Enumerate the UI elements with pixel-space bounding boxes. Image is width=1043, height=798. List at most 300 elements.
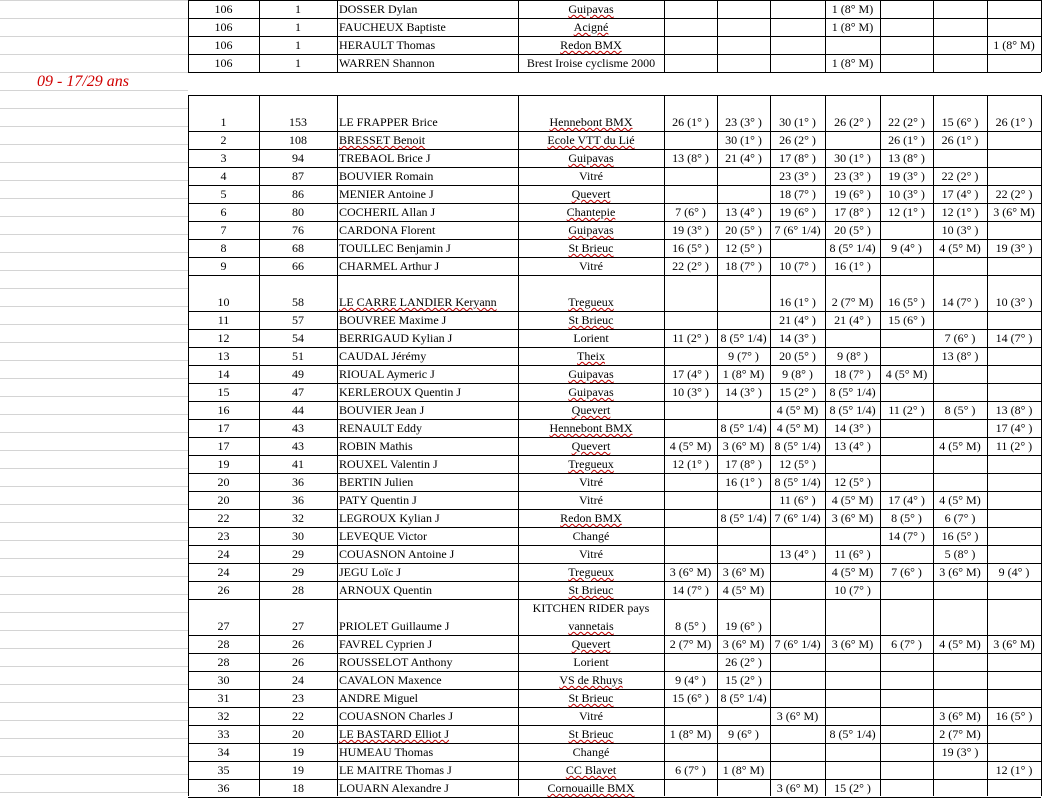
round-result-cell: 4 (5° M): [939, 637, 981, 651]
round-result-cell: 16 (5° ): [888, 295, 925, 309]
club-cell: St Brieuc: [568, 727, 614, 741]
club-cell: Quevert: [571, 403, 611, 417]
points-cell: 58: [292, 295, 304, 309]
club-cell: Vitré: [579, 259, 603, 273]
rank-cell: 1: [220, 115, 227, 129]
grid-line: [770, 95, 771, 796]
points-cell: 23: [292, 691, 304, 705]
round-result-cell: 15 (6° ): [672, 691, 709, 705]
round-result-cell: 8 (5° 1/4): [720, 691, 767, 705]
rider-name-cell: FAUCHEUX Baptiste: [339, 20, 446, 34]
rider-name-cell: JEGU Loïc J: [339, 565, 401, 579]
points-cell: 1: [295, 38, 301, 52]
round-result-cell: 4 (5° M): [831, 565, 874, 579]
round-result-cell: 3 (6° M): [669, 565, 712, 579]
rider-name-cell: DOSSER Dylan: [339, 2, 418, 16]
round-result-cell: 19 (6° ): [779, 205, 816, 219]
rank-cell: 12: [217, 331, 230, 345]
rider-name-cell: ROBIN Mathis: [339, 439, 413, 453]
rank-cell: 20: [217, 475, 230, 489]
grid-line: [0, 558, 188, 559]
round-result-cell: 16 (5° ): [672, 241, 709, 255]
grid-line: [0, 792, 188, 793]
club-cell: VS de Rhuys: [559, 673, 623, 687]
grid-line: [0, 54, 188, 55]
round-result-cell: 17 (8° ): [834, 205, 871, 219]
round-result-cell: 16 (5° ): [941, 529, 979, 543]
points-cell: 66: [292, 259, 304, 273]
rider-name-cell: HERAULT Thomas: [339, 38, 436, 52]
round-result-cell: 3 (6° M): [939, 565, 981, 579]
round-result-cell: 7 (6° 1/4): [774, 511, 821, 525]
rider-name-cell: RENAULT Eddy: [339, 421, 423, 435]
round-result-cell: 15 (2° ): [725, 673, 762, 687]
rider-name-cell: BOUVIER Jean J: [339, 403, 425, 417]
round-result-cell: 26 (2° ): [779, 133, 816, 147]
points-cell: 19: [292, 745, 304, 759]
round-result-cell: 8 (5° 1/4): [774, 475, 821, 489]
grid-line: [337, 95, 338, 796]
grid-line: [0, 342, 188, 343]
round-result-cell: 19 (3° ): [672, 223, 709, 237]
club-cell: St Brieuc: [568, 583, 614, 597]
round-result-cell: 26 (1° ): [941, 133, 979, 147]
rider-name-cell: CARDONA Florent: [339, 223, 436, 237]
round-result-cell: 10 (3° ): [995, 295, 1033, 309]
round-result-cell: 17 (4° ): [672, 367, 709, 381]
round-result-cell: 19 (3° ): [995, 241, 1033, 255]
points-cell: 36: [292, 493, 304, 507]
rider-name-cell: TREBAOL Brice J: [339, 151, 431, 165]
points-cell: 29: [292, 565, 304, 579]
round-result-cell: 8 (5° 1/4): [829, 727, 876, 741]
round-result-cell: 15 (2° ): [779, 385, 816, 399]
rank-cell: 17: [217, 439, 230, 453]
grid-line: [0, 198, 188, 199]
round-result-cell: 3 (6° M): [993, 205, 1035, 219]
round-result-cell: 12 (1° ): [888, 205, 925, 219]
points-cell: 80: [292, 205, 304, 219]
rider-name-cell: TOULLEC Benjamin J: [339, 241, 451, 255]
club-cell: Guipavas: [568, 385, 614, 399]
round-result-cell: 17 (4° ): [995, 421, 1033, 435]
rider-name-cell: ROUXEL Valentin J: [339, 457, 438, 471]
grid-line: [0, 378, 188, 379]
round-result-cell: 23 (3° ): [725, 115, 762, 129]
points-cell: 20: [292, 727, 304, 741]
round-result-cell: 14 (3° ): [834, 421, 871, 435]
round-result-cell: 15 (6° ): [888, 313, 925, 327]
round-result-cell: 13 (8° ): [888, 151, 925, 165]
grid-line: [0, 144, 188, 145]
round-result-cell: 4 (5° M): [669, 439, 712, 453]
grid-line: [0, 180, 188, 181]
rank-cell: 7: [220, 223, 227, 237]
rank-cell: 14: [217, 367, 230, 381]
rank-cell: 27: [217, 619, 230, 633]
rider-name-cell: FAVREL Cyprien J: [339, 637, 433, 651]
grid-line: [0, 504, 188, 505]
round-result-cell: 1 (8° M): [831, 20, 874, 34]
rank-cell: 106: [214, 2, 233, 16]
round-result-cell: 3 (6° M): [776, 709, 819, 723]
club-cell: Tregueux: [568, 565, 614, 579]
round-result-cell: 10 (7° ): [834, 583, 871, 597]
rider-name-cell: KERLEROUX Quentin J: [339, 385, 461, 399]
round-result-cell: 18 (7° ): [725, 259, 762, 273]
round-result-cell: 8 (5° 1/4): [829, 403, 876, 417]
round-result-cell: 7 (6° 1/4): [774, 637, 821, 651]
grid-line: [0, 738, 188, 739]
grid-line: [0, 90, 188, 91]
round-result-cell: 4 (5° M): [776, 421, 819, 435]
round-result-cell: 11 (6° ): [779, 493, 816, 507]
round-result-cell: 19 (6° ): [725, 619, 762, 633]
round-result-cell: 18 (7° ): [779, 187, 816, 201]
round-result-cell: 13 (4° ): [725, 205, 762, 219]
round-result-cell: 14 (7° ): [995, 331, 1033, 345]
round-result-cell: 12 (1° ): [941, 205, 979, 219]
rank-cell: 28: [217, 655, 230, 669]
grid-line: [0, 126, 188, 127]
rider-name-cell: HUMEAU Thomas: [339, 745, 434, 759]
points-cell: 94: [292, 151, 304, 165]
rank-cell: 5: [220, 187, 227, 201]
rank-cell: 31: [217, 691, 230, 705]
round-result-cell: 8 (5° 1/4): [720, 331, 767, 345]
round-result-cell: 8 (5° ): [944, 403, 976, 417]
points-cell: 51: [292, 349, 304, 363]
round-result-cell: 3 (6° M): [993, 637, 1035, 651]
round-result-cell: 26 (1° ): [672, 115, 709, 129]
rider-name-cell: RIOUAL Aymeric J: [339, 367, 435, 381]
rank-cell: 35: [217, 763, 230, 777]
round-result-cell: 1 (8° M): [722, 763, 765, 777]
round-result-cell: 21 (4° ): [834, 313, 871, 327]
round-result-cell: 30 (1° ): [779, 115, 816, 129]
round-result-cell: 9 (7° ): [728, 349, 759, 363]
club-cell: Guipavas: [568, 151, 614, 165]
rider-name-cell: LEVEQUE Victor: [339, 529, 428, 543]
round-result-cell: 2 (7° M): [669, 637, 712, 651]
round-result-cell: 17 (8° ): [725, 457, 762, 471]
round-result-cell: 10 (3° ): [672, 385, 709, 399]
round-result-cell: 21 (4° ): [779, 313, 816, 327]
club-cell: Tregueux: [568, 295, 614, 309]
grid-line: [1041, 0, 1042, 72]
grid-line: [0, 612, 188, 613]
points-cell: 1: [295, 56, 301, 70]
grid-line: [0, 234, 188, 235]
rank-cell: 19: [217, 457, 230, 471]
round-result-cell: 17 (4° ): [941, 187, 979, 201]
rank-cell: 36: [217, 781, 230, 795]
grid-line: [0, 756, 188, 757]
grid-line: [0, 486, 188, 487]
round-result-cell: 7 (6° ): [675, 205, 706, 219]
round-result-cell: 2 (7° M): [831, 295, 874, 309]
round-result-cell: 16 (5° ): [995, 709, 1033, 723]
points-cell: 36: [292, 475, 304, 489]
round-result-cell: 20 (5° ): [725, 223, 762, 237]
grid-line: [0, 576, 188, 577]
club-cell: Guipavas: [568, 2, 614, 16]
round-result-cell: 20 (5° ): [834, 223, 871, 237]
rank-cell: 17: [217, 421, 230, 435]
round-result-cell: 11 (2° ): [995, 439, 1033, 453]
rank-cell: 11: [217, 313, 230, 327]
round-result-cell: 12 (5° ): [725, 241, 762, 255]
points-cell: 30: [292, 529, 304, 543]
round-result-cell: 15 (2° ): [834, 781, 871, 795]
grid-line: [0, 36, 188, 37]
club-cell: St Brieuc: [568, 313, 614, 327]
rider-name-cell: WARREN Shannon: [339, 56, 435, 70]
points-cell: 153: [289, 115, 307, 129]
grid-line: [0, 288, 188, 289]
rank-cell: 8: [220, 241, 227, 255]
rider-name-cell: LE MAITRE Thomas J: [339, 763, 452, 777]
round-result-cell: 1 (8° M): [831, 2, 874, 16]
club-cell: Quevert: [571, 439, 611, 453]
club-cell: Ecole VTT du Lié: [547, 133, 635, 147]
grid-line: [933, 95, 934, 796]
round-result-cell: 10 (3° ): [888, 187, 925, 201]
round-result-cell: 8 (5° ): [891, 511, 922, 525]
points-cell: 44: [292, 403, 304, 417]
rank-cell: 32: [217, 709, 230, 723]
grid-line: [0, 450, 188, 451]
points-cell: 76: [292, 223, 304, 237]
club-cell: Vitré: [579, 709, 603, 723]
grid-line: [0, 0, 188, 1]
round-result-cell: 9 (4° ): [891, 241, 922, 255]
round-result-cell: 9 (4° ): [998, 565, 1030, 579]
points-cell: 108: [289, 133, 307, 147]
grid-line: [987, 95, 988, 796]
rider-name-cell: COUASNON Antoine J: [339, 547, 455, 561]
points-cell: 49: [292, 367, 304, 381]
round-result-cell: 19 (3° ): [941, 745, 979, 759]
grid-line: [0, 648, 188, 649]
club-cell: Theix: [577, 349, 605, 363]
grid-line: [0, 414, 188, 415]
grid-line: [717, 95, 718, 796]
rank-cell: 106: [214, 56, 233, 70]
round-result-cell: 19 (6° ): [834, 187, 871, 201]
round-result-cell: 14 (3° ): [725, 385, 762, 399]
round-result-cell: 12 (5° ): [834, 475, 871, 489]
rider-name-cell: PRIOLET Guillaume J: [339, 619, 450, 633]
round-result-cell: 3 (6° M): [831, 637, 874, 651]
grid-line: [0, 594, 188, 595]
round-result-cell: 4 (5° M): [939, 439, 981, 453]
points-cell: 1: [295, 2, 301, 16]
grid-line: [0, 216, 188, 217]
round-result-cell: 16 (1° ): [834, 259, 871, 273]
round-result-cell: 2 (7° M): [939, 727, 981, 741]
round-result-cell: 13 (8° ): [672, 151, 709, 165]
round-result-cell: 14 (7° ): [672, 583, 709, 597]
round-result-cell: 3 (6° M): [722, 637, 765, 651]
round-result-cell: 7 (6° ): [944, 331, 976, 345]
club-cell: Cornouaille BMX: [547, 781, 635, 795]
grid-line: [0, 702, 188, 703]
round-result-cell: 6 (7° ): [675, 763, 706, 777]
round-result-cell: 23 (3° ): [834, 169, 871, 183]
rider-name-cell: CAVALON Maxence: [339, 673, 442, 687]
round-result-cell: 8 (5° 1/4): [720, 421, 767, 435]
club-cell: Guipavas: [568, 223, 614, 237]
rider-name-cell: LE BASTARD Elliot J: [339, 727, 450, 741]
grid-line: [0, 396, 188, 397]
round-result-cell: 8 (5° 1/4): [829, 385, 876, 399]
round-result-cell: 12 (5° ): [779, 457, 816, 471]
round-result-cell: 21 (4° ): [725, 151, 762, 165]
club-cell: Changé: [572, 529, 610, 543]
rank-cell: 28: [217, 637, 230, 651]
rank-cell: 24: [217, 565, 230, 579]
points-cell: 43: [292, 439, 304, 453]
rank-cell: 10: [217, 295, 230, 309]
round-result-cell: 16 (1° ): [779, 295, 816, 309]
club-cell: Lorient: [573, 331, 609, 345]
grid-line: [188, 36, 1041, 37]
rider-name-cell: ARNOUX Quentin: [339, 583, 432, 597]
round-result-cell: 4 (5° M): [885, 367, 928, 381]
club-cell: CC Blavet: [565, 763, 617, 777]
round-result-cell: 17 (8° ): [779, 151, 816, 165]
rider-name-cell: BRESSET Benoit: [339, 133, 426, 147]
round-result-cell: 11 (6° ): [834, 547, 871, 561]
grid-line: [0, 270, 188, 271]
round-result-cell: 3 (6° M): [831, 511, 874, 525]
rider-name-cell: BOUVREE Maxime J: [339, 313, 447, 327]
rank-cell: 20: [217, 493, 230, 507]
round-result-cell: 20 (5° ): [779, 349, 816, 363]
rider-name-cell: LOUARN Alexandre J: [339, 781, 449, 795]
rider-name-cell: PATY Quentin J: [339, 493, 417, 507]
club-cell: Guipavas: [568, 367, 614, 381]
rank-cell: 16: [217, 403, 230, 417]
club-cell: Vitré: [579, 493, 603, 507]
grid-line: [188, 18, 1041, 19]
round-result-cell: 4 (5° M): [722, 583, 765, 597]
round-result-cell: 8 (5° 1/4): [720, 511, 767, 525]
points-cell: 54: [292, 331, 304, 345]
round-result-cell: 7 (6° ): [891, 565, 922, 579]
grid-line: [825, 95, 826, 796]
grid-line: [188, 95, 189, 796]
rank-cell: 15: [217, 385, 230, 399]
rank-cell: 30: [217, 673, 230, 687]
points-cell: 47: [292, 385, 304, 399]
rider-name-cell: CHARMEL Arthur J: [339, 259, 440, 273]
rider-name-cell: LE FRAPPER Brice: [339, 115, 438, 129]
round-result-cell: 14 (3° ): [779, 331, 816, 345]
round-result-cell: 1 (8° M): [993, 38, 1035, 52]
round-result-cell: 16 (1° ): [725, 475, 762, 489]
points-cell: 1: [295, 20, 301, 34]
grid-line: [664, 599, 1041, 600]
round-result-cell: 8 (5° 1/4): [774, 439, 821, 453]
round-result-cell: 3 (6° M): [939, 709, 981, 723]
round-result-cell: 26 (1° ): [888, 133, 925, 147]
rider-name-cell: LEGROUX Kylian J: [339, 511, 440, 525]
round-result-cell: 10 (3° ): [941, 223, 979, 237]
grid-line: [188, 95, 1041, 96]
round-result-cell: 3 (6° M): [722, 565, 765, 579]
round-result-cell: 10 (7° ): [779, 259, 816, 273]
grid-line: [0, 162, 188, 163]
rank-cell: 4: [220, 169, 227, 183]
grid-line: [0, 468, 188, 469]
rider-name-cell: COCHERIL Allan J: [339, 205, 436, 219]
round-result-cell: 26 (2° ): [725, 655, 762, 669]
rider-name-cell: ANDRE Miguel: [339, 691, 418, 705]
points-cell: 26: [292, 637, 304, 651]
grid-line: [188, 72, 1041, 73]
round-result-cell: 30 (1° ): [834, 151, 871, 165]
rank-cell: 2: [220, 133, 227, 147]
round-result-cell: 19 (3° ): [888, 169, 925, 183]
club-cell: Hennebont BMX: [549, 421, 633, 435]
grid-line: [664, 275, 1041, 276]
points-cell: 19: [292, 763, 304, 777]
round-result-cell: 12 (1° ): [995, 763, 1033, 777]
grid-line: [0, 630, 188, 631]
club-cell: KITCHEN RIDER pays: [532, 601, 650, 615]
points-cell: 28: [292, 583, 304, 597]
club-cell: St Brieuc: [568, 691, 614, 705]
rank-cell: 6: [220, 205, 227, 219]
grid-line: [0, 108, 188, 109]
grid-line: [664, 95, 665, 796]
grid-line: [188, 0, 1041, 1]
round-result-cell: 1 (8° M): [722, 367, 765, 381]
club-cell: Hennebont BMX: [549, 115, 633, 129]
round-result-cell: 9 (4° ): [675, 673, 706, 687]
round-result-cell: 7 (6° 1/4): [774, 223, 821, 237]
round-result-cell: 13 (4° ): [834, 439, 871, 453]
round-result-cell: 22 (2° ): [672, 259, 709, 273]
grid-line: [0, 522, 188, 523]
rank-cell: 33: [217, 727, 230, 741]
rank-cell: 34: [217, 745, 230, 759]
rank-cell: 13: [217, 349, 230, 363]
round-result-cell: 23 (3° ): [779, 169, 816, 183]
grid-line: [0, 684, 188, 685]
points-cell: 86: [292, 187, 304, 201]
rider-name-cell: COUASNON Charles J: [339, 709, 453, 723]
grid-line: [0, 324, 188, 325]
rank-cell: 26: [217, 583, 230, 597]
round-result-cell: 3 (6° M): [722, 439, 765, 453]
grid-line: [1041, 95, 1042, 796]
points-cell: 27: [292, 619, 304, 633]
rider-name-cell: MENIER Antoine J: [339, 187, 434, 201]
round-result-cell: 13 (8° ): [941, 349, 979, 363]
rider-name-cell: LE CARRE LANDIER Keryann: [339, 295, 497, 309]
round-result-cell: 4 (5° M): [776, 403, 819, 417]
round-result-cell: 6 (7° ): [944, 511, 976, 525]
round-result-cell: 5 (8° ): [944, 547, 976, 561]
round-result-cell: 13 (4° ): [779, 547, 816, 561]
points-cell: 87: [292, 169, 304, 183]
points-cell: 18: [292, 781, 304, 795]
points-cell: 68: [292, 241, 304, 255]
club-cell: Vitré: [579, 475, 603, 489]
